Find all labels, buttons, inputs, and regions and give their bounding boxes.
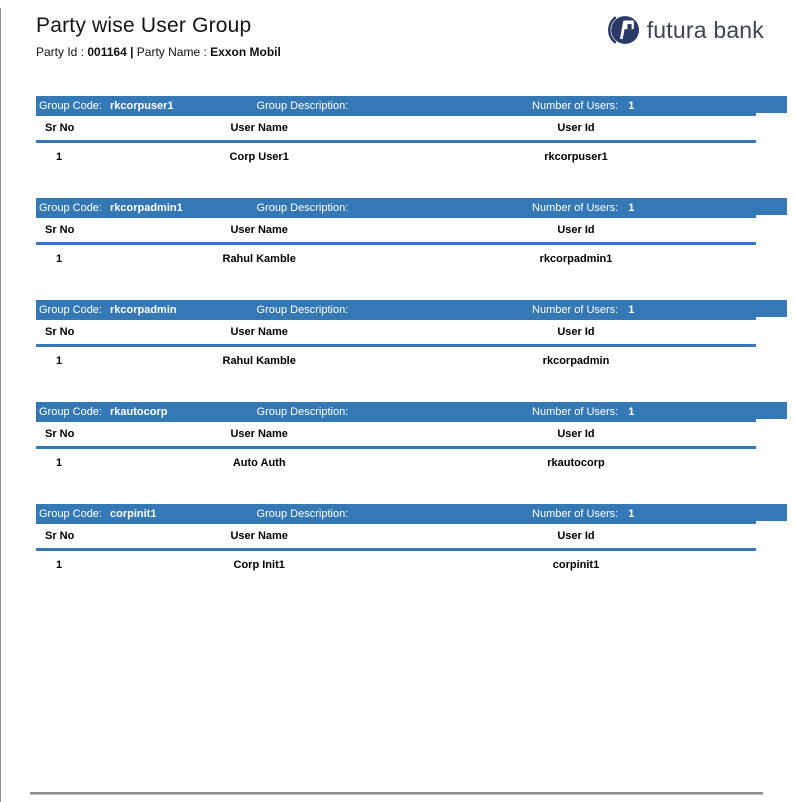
number-of-users-label: Number of Users: xyxy=(532,100,619,112)
number-of-users-label: Number of Users: xyxy=(532,304,619,316)
cell-user-id: rkcorpuser1 xyxy=(544,150,608,163)
group-description-label: Group Description: xyxy=(256,406,349,418)
group-description-label: Group Description: xyxy=(256,100,349,112)
group-description-cell xyxy=(194,508,410,520)
cell-sr-no: 1 xyxy=(56,456,63,469)
cell-user-id: rkautocorp xyxy=(547,456,605,469)
number-of-users-label: Number of Users: xyxy=(532,508,619,520)
footer-divider xyxy=(30,792,763,795)
user-group-section xyxy=(36,504,756,578)
column-header-sr-no: Sr No xyxy=(45,428,75,440)
column-header-sr-no: Sr No xyxy=(45,326,75,338)
cell-user-id: corpinit1 xyxy=(552,558,600,571)
column-header-row xyxy=(36,320,756,344)
report-subtitle xyxy=(36,45,281,59)
number-of-users-value: 1 xyxy=(628,100,635,112)
number-of-users-value: 1 xyxy=(628,202,635,214)
party-name-value: Exxon Mobil xyxy=(210,45,281,59)
group-code-cell xyxy=(36,508,194,520)
party-id-value: 001164 xyxy=(87,45,127,59)
groups-container xyxy=(36,96,756,606)
page-left-edge xyxy=(0,8,1,802)
group-header-bar xyxy=(36,504,756,524)
separator: | xyxy=(130,45,134,59)
cell-user-name: Rahul Kamble xyxy=(222,252,296,265)
title-block xyxy=(36,14,281,59)
group-code-value: rkcorpuser1 xyxy=(109,100,174,112)
group-description-label: Group Description: xyxy=(256,508,349,520)
cell-user-name: Corp User1 xyxy=(229,150,289,163)
number-of-users-label: Number of Users: xyxy=(532,406,619,418)
number-of-users-label: Number of Users: xyxy=(532,202,619,214)
group-rows xyxy=(36,347,756,374)
cell-user-id: rkcorpadmin xyxy=(542,354,610,367)
column-header-user-name: User Name xyxy=(230,530,288,542)
user-group-section xyxy=(36,300,756,374)
futura-bank-logo xyxy=(604,11,764,49)
column-header-row xyxy=(36,524,756,548)
cell-sr-no: 1 xyxy=(56,354,63,367)
user-group-section xyxy=(36,402,756,476)
column-header-user-id: User Id xyxy=(557,530,595,542)
column-header-row xyxy=(36,218,756,242)
group-header-bar xyxy=(36,96,756,116)
cell-sr-no: 1 xyxy=(56,558,63,571)
table-row xyxy=(36,143,756,170)
number-of-users-cell xyxy=(410,304,756,316)
number-of-users-value: 1 xyxy=(628,304,635,316)
group-rows xyxy=(36,551,756,578)
group-code-cell xyxy=(36,406,194,418)
column-header-user-name: User Name xyxy=(230,428,288,440)
cell-user-name: Auto Auth xyxy=(232,456,286,469)
number-of-users-value: 1 xyxy=(628,406,635,418)
user-group-section xyxy=(36,96,756,170)
column-header-user-id: User Id xyxy=(557,326,595,338)
group-code-label: Group Code: xyxy=(39,508,102,520)
group-code-value: rkautocorp xyxy=(109,406,168,418)
table-row xyxy=(36,449,756,476)
group-header-bar xyxy=(36,300,756,320)
group-header-bar xyxy=(36,402,756,422)
group-code-label: Group Code: xyxy=(39,202,102,214)
column-header-user-name: User Name xyxy=(230,122,288,134)
column-header-row xyxy=(36,422,756,446)
group-code-cell xyxy=(36,100,194,112)
futura-bank-logo-icon xyxy=(604,11,642,49)
group-code-value: corpinit1 xyxy=(109,508,157,520)
table-row xyxy=(36,551,756,578)
table-row xyxy=(36,245,756,272)
column-header-row xyxy=(36,116,756,140)
group-code-value: rkcorpadmin1 xyxy=(109,202,183,214)
column-header-user-name: User Name xyxy=(230,326,288,338)
page-title: Party wise User Group xyxy=(36,14,252,37)
cell-user-name: Corp Init1 xyxy=(233,558,285,571)
party-id-label: Party Id : xyxy=(36,45,88,59)
column-header-sr-no: Sr No xyxy=(45,530,75,542)
cell-user-id: rkcorpadmin1 xyxy=(539,252,613,265)
table-row xyxy=(36,347,756,374)
group-code-cell xyxy=(36,202,194,214)
user-group-section xyxy=(36,198,756,272)
group-header-bar xyxy=(36,198,756,218)
group-description-label: Group Description: xyxy=(256,202,349,214)
group-code-label: Group Code: xyxy=(39,100,102,112)
column-header-user-name: User Name xyxy=(230,224,288,236)
column-header-user-id: User Id xyxy=(557,122,595,134)
logo-brand-text: futura bank xyxy=(646,16,764,43)
group-rows xyxy=(36,143,756,170)
group-rows xyxy=(36,245,756,272)
group-description-cell xyxy=(194,406,410,418)
cell-sr-no: 1 xyxy=(56,150,63,163)
group-rows xyxy=(36,449,756,476)
group-code-cell xyxy=(36,304,194,316)
number-of-users-cell xyxy=(410,406,756,418)
group-description-cell xyxy=(194,202,410,214)
group-description-label: Group Description: xyxy=(256,304,349,316)
cell-sr-no: 1 xyxy=(56,252,63,265)
group-description-cell xyxy=(194,100,410,112)
number-of-users-value: 1 xyxy=(628,508,635,520)
number-of-users-cell xyxy=(410,508,756,520)
party-name-label: Party Name : xyxy=(133,45,211,59)
group-code-label: Group Code: xyxy=(39,406,102,418)
cell-user-name: Rahul Kamble xyxy=(222,354,296,367)
column-header-user-id: User Id xyxy=(557,224,595,236)
group-code-value: rkcorpadmin xyxy=(109,304,177,316)
number-of-users-cell xyxy=(410,100,756,112)
column-header-sr-no: Sr No xyxy=(45,224,75,236)
group-description-cell xyxy=(194,304,410,316)
group-code-label: Group Code: xyxy=(39,304,102,316)
column-header-user-id: User Id xyxy=(557,428,595,440)
report-header xyxy=(36,14,764,59)
number-of-users-cell xyxy=(410,202,756,214)
column-header-sr-no: Sr No xyxy=(45,122,75,134)
